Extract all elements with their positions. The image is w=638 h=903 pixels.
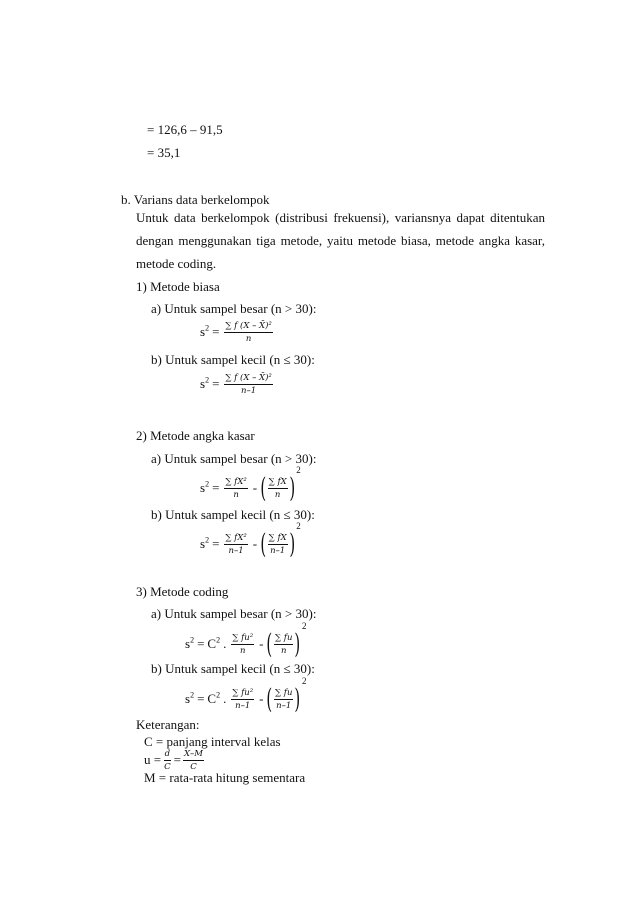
parenthesized-fraction: ( ∑ fu n–1 ) xyxy=(266,683,301,715)
parenthesized-fraction: ( ∑ fX n ) xyxy=(260,472,295,504)
method-1-b: b) Untuk sampel kecil (n ≤ 30): xyxy=(151,352,315,367)
dot-sign: . xyxy=(223,691,227,706)
minus-sign: - xyxy=(252,480,258,495)
exponent: 2 xyxy=(301,621,307,631)
paragraph-line-2: dengan menggunakan tiga metode, yaitu metode biasa, metode angka kasar, xyxy=(136,233,545,248)
legend-title: Keterangan: xyxy=(136,717,200,732)
parenthesized-fraction: ( ∑ fu n ) xyxy=(266,628,301,660)
formula-lhs: $s^2$ xyxy=(200,479,210,495)
equals-sign: = xyxy=(212,376,220,391)
paragraph-line-1: Untuk data berkelompok (distribusi frekuensi), variansnya dapat ditentukan xyxy=(136,210,545,225)
minus-sign: - xyxy=(259,691,264,706)
fraction: $\frac{X-M}{C}$ xyxy=(183,748,203,772)
method-2-a: a) Untuk sampel besar (n > 30): xyxy=(151,451,317,466)
formula-lhs: $s^2$ xyxy=(185,690,195,706)
legend-u xyxy=(144,748,206,772)
section-b-heading: b. Varians data berkelompok xyxy=(121,192,270,207)
formula-2 xyxy=(200,370,275,398)
formula-lhs: $s^2$ xyxy=(200,535,210,551)
formula-5 xyxy=(185,621,307,661)
equals-sign: = xyxy=(197,691,205,706)
dot-sign: . xyxy=(223,636,227,651)
legend-c: C = panjang interval kelas xyxy=(144,734,281,749)
equals-sign: = xyxy=(212,536,220,551)
equals-sign: = xyxy=(197,636,205,651)
method-1-a: a) Untuk sampel besar (n > 30): xyxy=(151,301,317,316)
method-2-title: 2) Metode angka kasar xyxy=(136,428,255,443)
exponent: 2 xyxy=(301,676,307,686)
calc-line-2: = 35,1 xyxy=(147,145,181,160)
calc-line-1: = 126,6 – 91,5 xyxy=(147,122,223,137)
u-lhs: u = xyxy=(144,752,162,767)
paragraph-line-3: metode coding. xyxy=(136,256,217,271)
equals-sign: = xyxy=(173,752,181,767)
method-3-title: 3) Metode coding xyxy=(136,584,229,599)
formula-lhs: $s^2$ xyxy=(185,635,195,651)
exponent: 2 xyxy=(296,521,301,531)
formula-lhs: $s^2$ xyxy=(200,323,210,339)
formula-1 xyxy=(200,318,275,346)
fraction: $\frac{\text{∑ fX²}}{n-1}$ xyxy=(225,532,247,556)
fraction: $\frac{\text{∑ f (X – X̄)²}}{n-1}$ xyxy=(225,372,272,396)
fraction: $\frac{\text{∑ f (X – X̄)²}}{n}$ xyxy=(225,320,272,344)
method-2-b: b) Untuk sampel kecil (n ≤ 30): xyxy=(151,507,315,522)
minus-sign: - xyxy=(252,536,258,551)
parenthesized-fraction: ( ∑ fX n–1 ) xyxy=(260,528,295,560)
fraction: ∑ fu² n–1 xyxy=(232,687,254,711)
formula-6 xyxy=(185,676,307,716)
minus-sign: - xyxy=(259,636,264,651)
formula-c: $C^2$ xyxy=(207,690,221,706)
exponent: 2 xyxy=(296,465,301,475)
fraction: ∑ fu² n xyxy=(232,632,254,656)
method-1-title: 1) Metode biasa xyxy=(136,279,220,294)
method-3-a: a) Untuk sampel besar (n > 30): xyxy=(151,606,317,621)
method-3-b: b) Untuk sampel kecil (n ≤ 30): xyxy=(151,661,315,676)
formula-c: $C^2$ xyxy=(207,635,221,651)
legend-m: M = rata-rata hitung sementara xyxy=(144,770,306,785)
fraction: $\frac{d}{C}$ xyxy=(164,748,171,772)
equals-sign: = xyxy=(212,480,220,495)
formula-3 xyxy=(200,465,301,505)
formula-4 xyxy=(200,521,301,561)
equals-sign: = xyxy=(212,324,220,339)
fraction: $\frac{\text{∑ fX²}}{n}$ xyxy=(225,476,247,500)
formula-lhs: $s^2$ xyxy=(200,375,210,391)
